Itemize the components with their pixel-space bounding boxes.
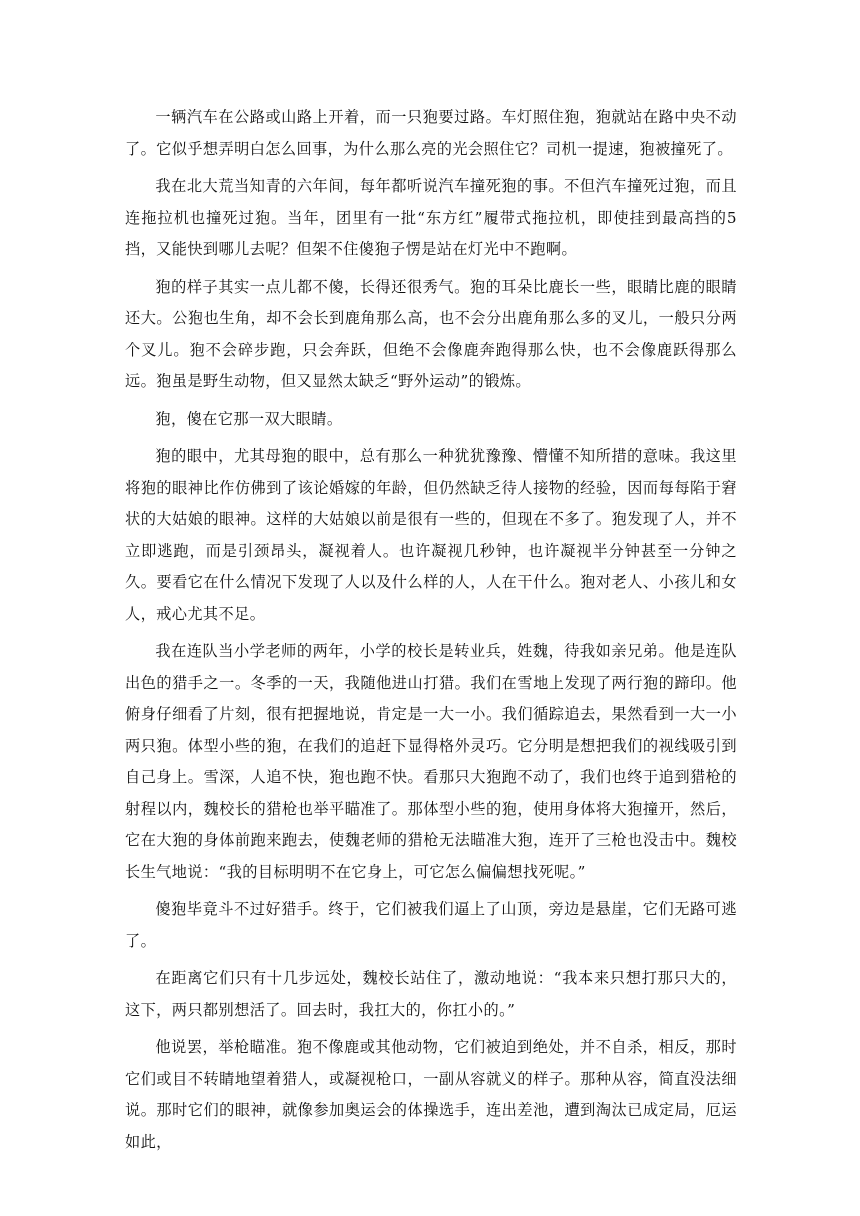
paragraph-4: 狍，傻在它那一双大眼睛。	[155, 409, 343, 428]
paragraph-9: 他说罢，举枪瞄准。狍不像鹿或其他动物，它们被迫到绝处，并不自杀，相反，那时它们或目不转睛地望着猎人，或凝视枪口，一副从容就义的样子。那种从容，简直没法细说。那时它们的眼神，就像参加奥运会的体操选手，连出差池，遭到淘汰已成定局，厄运如此，	[125, 1038, 737, 1151]
document-body	[125, 102, 737, 1164]
paragraph-2: 我在北大荒当知青的六年间，每年都听说汽车撞死狍的事。不但汽车撞死过狍，而且连拖拉机也撞死过狍。当年，团里有一批“东方红”履带式拖拉机，即使挂到最高挡的5挡，又能快到哪儿去呢？但架不住傻狍子愣是站在灯光中不跑啊。	[125, 177, 737, 258]
paragraph-1: 一辆汽车在公路或山路上开着，而一只狍要过路。车灯照住狍，狍就站在路中央不动了。它似乎想弄明白怎么回事，为什么那么亮的光会照住它？司机一提速，狍被撞死了。	[125, 108, 737, 158]
paragraph-3: 狍的样子其实一点儿都不傻，长得还很秀气。狍的耳朵比鹿长一些，眼睛比鹿的眼睛还大。公狍也生角，却不会长到鹿角那么高，也不会分出鹿角那么多的叉儿，一般只分两个叉儿。狍不会碎步跑，只会奔跃，但绝不会像鹿奔跑得那么快，也不会像鹿跃得那么远。狍虽是野生动物，但又显然太缺乏“野外运动”的锻炼。	[125, 277, 737, 390]
paragraph-8: 在距离它们只有十几步远处，魏校长站住了，激动地说：“我本来只想打那只大的，这下，两只都别想活了。回去时，我扛大的，你扛小的。”	[125, 969, 737, 1019]
paragraph-7: 傻狍毕竟斗不过好猎手。终于，它们被我们逼上了山顶，旁边是悬崖，它们无路可逃了。	[125, 900, 737, 950]
paragraph-5: 狍的眼中，尤其母狍的眼中，总有那么一种犹犹豫豫、懵懂不知所措的意味。我这里将狍的眼神比作仿佛到了该论婚嫁的年龄，但仍然缺乏待人接物的经验，因而每每陷于窘状的大姑娘的眼神。这样的大姑娘以前是很有一些的，但现在不多了。狍发现了人，并不立即逃跑，而是引颈昂头，凝视着人。也许凝视几秒钟，也许凝视半分钟甚至一分钟之久。要看它在什么情况下发现了人以及什么样的人，人在干什么。狍对老人、小孩儿和女人，戒心尤其不足。	[125, 447, 737, 623]
paragraph-6: 我在连队当小学老师的两年，小学的校长是转业兵，姓魏，待我如亲兄弟。他是连队出色的猎手之一。冬季的一天，我随他进山打猎。我们在雪地上发现了两行狍的蹄印。他俯身仔细看了片刻，很有把握地说，肯定是一大一小。我们循踪追去，果然看到一大一小两只狍。体型小些的狍，在我们的追赶下显得格外灵巧。它分明是想把我们的视线吸引到自己身上。雪深，人追不快，狍也跑不快。看那只大狍跑不动了，我们也终于追到猎枪的射程以内，魏校长的猎枪也举平瞄准了。那体型小些的狍，使用身体将大狍撞开，然后，它在大狍的身体前跑来跑去，使魏老师的猎枪无法瞄准大狍，连开了三枪也没击中。魏校长生气地说：“我的目标明明不在它身上，可它怎么偏偏想找死呢。”	[125, 642, 737, 881]
